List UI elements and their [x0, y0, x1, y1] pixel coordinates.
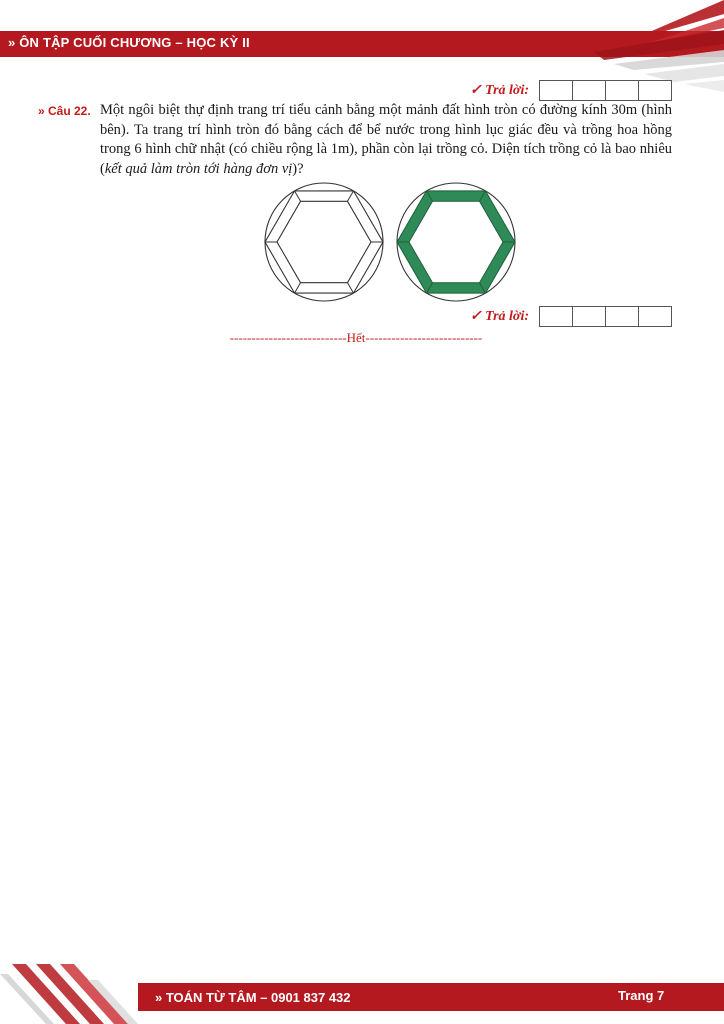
page-number: Trang 7 [618, 988, 665, 1003]
answer-box[interactable] [606, 81, 639, 100]
answer-box[interactable] [573, 307, 606, 326]
answer-box[interactable] [639, 81, 671, 100]
answer-label: ✓ Trả lời: [469, 309, 529, 324]
answer-row-top [470, 80, 672, 101]
question-22 [38, 101, 672, 179]
answer-boxes [539, 306, 672, 327]
garden-figure [262, 180, 522, 304]
figure-left [265, 183, 383, 301]
header-title: » ÔN TẬP CUỐI CHƯƠNG – HỌC KỲ II [8, 35, 250, 50]
answer-box[interactable] [606, 307, 639, 326]
question-text-italic: kết quả làm tròn tới hàng đơn vị [104, 160, 293, 177]
footer-contact: » TOÁN TỪ TÂM – 0901 837 432 [155, 990, 351, 1005]
answer-box[interactable] [540, 81, 573, 100]
answer-box[interactable] [540, 307, 573, 326]
question-text-part1: Một ngôi biệt thự định trang trí tiểu cảnh bằng một mảnh đất hình tròn có đường kính 30m (hình bên). Ta trang trí hình tròn đó bằng cách để bể nước trong hình lục giác đều và trồng hoa hồng trong 6 hình chữ nhật (có chiều rộng là 1m), phần còn lại trồng cỏ. Diện tích trồng cỏ là bao nhiêu ( [100, 102, 672, 177]
question-text-part2: )? [292, 160, 304, 177]
footer-decoration-icon [0, 960, 160, 1024]
question-label: » Câu 22. [38, 104, 91, 118]
answer-box[interactable] [573, 81, 606, 100]
figure-right [397, 183, 515, 301]
question-text [100, 101, 672, 179]
answer-row-bottom [470, 306, 672, 327]
end-marker: ---------------------------Hết--------------------------- [229, 330, 483, 345]
answer-box[interactable] [639, 307, 671, 326]
answer-label: ✓ Trả lời: [469, 83, 529, 98]
answer-boxes [539, 80, 672, 101]
